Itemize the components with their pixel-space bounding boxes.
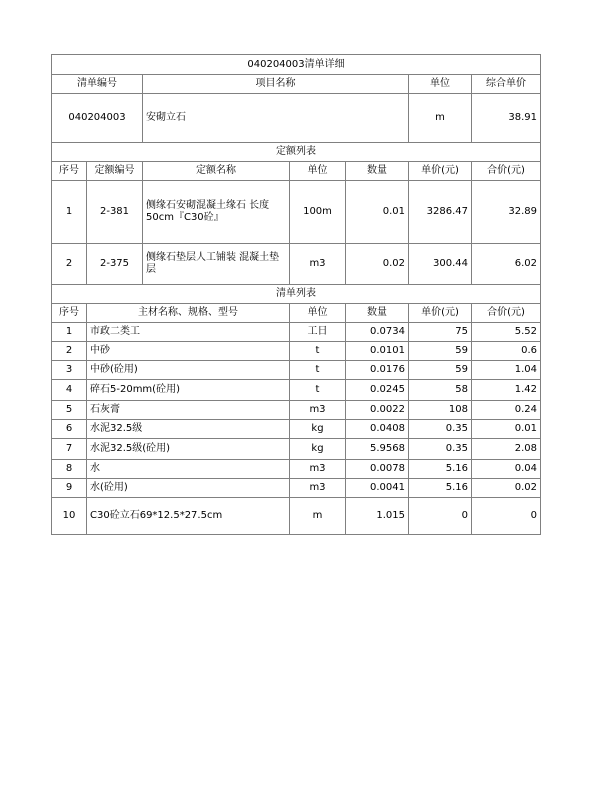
list-unit: t — [290, 380, 346, 401]
list-price: 59 — [409, 361, 472, 380]
list-price: 75 — [409, 323, 472, 342]
list-row — [52, 380, 541, 401]
list-price: 5.16 — [409, 460, 472, 479]
list-qty: 0.0101 — [346, 342, 409, 361]
list-price: 108 — [409, 401, 472, 420]
list-no: 1 — [52, 323, 87, 342]
column-header: 序号 — [52, 304, 87, 323]
quota-total: 6.02 — [472, 244, 541, 285]
item-unit: m — [409, 94, 472, 143]
list-qty: 0.0245 — [346, 380, 409, 401]
list-no: 2 — [52, 342, 87, 361]
list-row — [52, 401, 541, 420]
list-qty: 0.0078 — [346, 460, 409, 479]
list-name: 水泥32.5级 — [87, 420, 290, 439]
list-total: 0 — [472, 498, 541, 535]
list-section-title: 清单列表 — [52, 285, 541, 304]
column-header: 单价(元) — [409, 304, 472, 323]
list-total: 0.24 — [472, 401, 541, 420]
quota-qty: 0.02 — [346, 244, 409, 285]
quota-total: 32.89 — [472, 181, 541, 244]
list-total: 5.52 — [472, 323, 541, 342]
quota-column-headers — [52, 162, 541, 181]
list-no: 8 — [52, 460, 87, 479]
list-name: 市政二类工 — [87, 323, 290, 342]
list-qty: 0.0408 — [346, 420, 409, 439]
quota-code: 2-375 — [87, 244, 143, 285]
column-header: 序号 — [52, 162, 87, 181]
column-header: 合价(元) — [472, 162, 541, 181]
list-price: 0.35 — [409, 439, 472, 460]
list-price: 59 — [409, 342, 472, 361]
list-no: 6 — [52, 420, 87, 439]
list-name: 水泥32.5级(砼用) — [87, 439, 290, 460]
column-header: 合价(元) — [472, 304, 541, 323]
list-row — [52, 361, 541, 380]
quota-row — [52, 181, 541, 244]
unit-header: 单位 — [409, 75, 472, 94]
list-column-headers — [52, 304, 541, 323]
list-row — [52, 460, 541, 479]
item-price: 38.91 — [472, 94, 541, 143]
column-header: 单位 — [290, 304, 346, 323]
column-header: 数量 — [346, 162, 409, 181]
list-row — [52, 479, 541, 498]
list-qty: 0.0734 — [346, 323, 409, 342]
quota-section-title: 定额列表 — [52, 143, 541, 162]
column-header: 数量 — [346, 304, 409, 323]
item-name: 安砌立石 — [143, 94, 409, 143]
price-header: 综合单价 — [472, 75, 541, 94]
list-unit: t — [290, 361, 346, 380]
column-header: 主材名称、规格、型号 — [87, 304, 290, 323]
quota-no: 1 — [52, 181, 87, 244]
list-no: 3 — [52, 361, 87, 380]
list-unit: 工日 — [290, 323, 346, 342]
quota-price: 300.44 — [409, 244, 472, 285]
quota-price: 3286.47 — [409, 181, 472, 244]
list-unit: m3 — [290, 460, 346, 479]
list-unit: m3 — [290, 479, 346, 498]
list-total: 0.01 — [472, 420, 541, 439]
list-no: 5 — [52, 401, 87, 420]
list-unit: kg — [290, 420, 346, 439]
column-header: 定额名称 — [143, 162, 290, 181]
list-row — [52, 323, 541, 342]
list-price: 58 — [409, 380, 472, 401]
item-row — [52, 94, 541, 143]
list-row — [52, 498, 541, 535]
list-row — [52, 342, 541, 361]
name-header: 项目名称 — [143, 75, 409, 94]
quota-unit: m3 — [290, 244, 346, 285]
list-name: 水(砼用) — [87, 479, 290, 498]
list-name: 中砂(砼用) — [87, 361, 290, 380]
quota-code: 2-381 — [87, 181, 143, 244]
column-header: 定额编号 — [87, 162, 143, 181]
list-qty: 1.015 — [346, 498, 409, 535]
quota-name: 侧缘石安砌混凝土缘石 长度50cm『C30砼』 — [143, 181, 290, 244]
list-unit: m — [290, 498, 346, 535]
list-no: 10 — [52, 498, 87, 535]
quota-qty: 0.01 — [346, 181, 409, 244]
list-name: 水 — [87, 460, 290, 479]
list-total: 0.02 — [472, 479, 541, 498]
list-name: 中砂 — [87, 342, 290, 361]
list-total: 0.04 — [472, 460, 541, 479]
list-no: 7 — [52, 439, 87, 460]
list-row — [52, 420, 541, 439]
sheet-title: 040204003清单详细 — [52, 55, 541, 75]
list-total: 0.6 — [472, 342, 541, 361]
list-qty: 0.0022 — [346, 401, 409, 420]
quota-row — [52, 244, 541, 285]
list-total: 1.42 — [472, 380, 541, 401]
quota-name: 侧缘石垫层人工铺装 混凝土垫层 — [143, 244, 290, 285]
list-unit: m3 — [290, 401, 346, 420]
quota-no: 2 — [52, 244, 87, 285]
list-unit: t — [290, 342, 346, 361]
item-code: 040204003 — [52, 94, 143, 143]
list-price: 5.16 — [409, 479, 472, 498]
list-no: 9 — [52, 479, 87, 498]
list-name: 石灰膏 — [87, 401, 290, 420]
list-qty: 5.9568 — [346, 439, 409, 460]
list-price: 0 — [409, 498, 472, 535]
bill-detail-table — [51, 54, 541, 535]
quota-unit: 100m — [290, 181, 346, 244]
list-no: 4 — [52, 380, 87, 401]
list-price: 0.35 — [409, 420, 472, 439]
list-total: 1.04 — [472, 361, 541, 380]
list-qty: 0.0176 — [346, 361, 409, 380]
list-row — [52, 439, 541, 460]
list-name: 碎石5-20mm(砼用) — [87, 380, 290, 401]
list-unit: kg — [290, 439, 346, 460]
column-header: 单价(元) — [409, 162, 472, 181]
column-header: 单位 — [290, 162, 346, 181]
code-header: 清单编号 — [52, 75, 143, 94]
list-qty: 0.0041 — [346, 479, 409, 498]
list-total: 2.08 — [472, 439, 541, 460]
list-name: C30砼立石69*12.5*27.5cm — [87, 498, 290, 535]
